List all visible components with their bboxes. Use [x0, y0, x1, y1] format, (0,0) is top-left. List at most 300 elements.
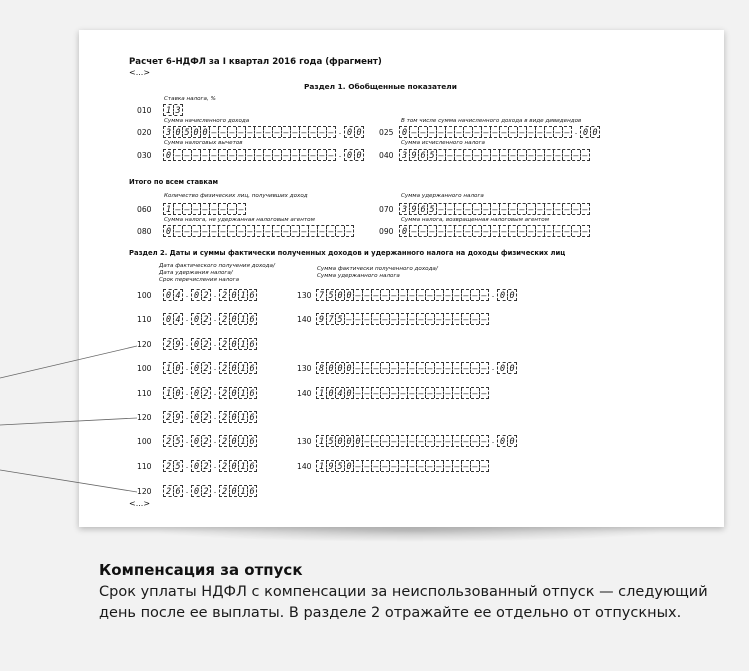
amount-cells-cell: 5 — [427, 150, 436, 160]
amount-cells-cell: — — [389, 290, 398, 300]
month-cells — [191, 435, 211, 447]
date-100-field — [163, 289, 257, 301]
amount-cells-cell: 1 — [318, 436, 325, 446]
amount-cells-cell: — — [544, 204, 553, 214]
year-cells — [219, 362, 257, 374]
amount-cells-cell: 0 — [335, 290, 344, 300]
year-cells — [219, 485, 257, 497]
code-080: 080 — [137, 227, 152, 236]
amount-cells-cell: — — [443, 461, 452, 471]
month-cells-cell: 2 — [201, 339, 210, 349]
amount-cells-cell: — — [434, 290, 443, 300]
amount-cells-cell: — — [463, 150, 472, 160]
kopeck-cells-cell: 0 — [590, 127, 599, 137]
amount-cells-cell: — — [461, 461, 470, 471]
amount-cells-cell: — — [463, 127, 472, 137]
amount-cells-cell: — — [407, 290, 416, 300]
code-120: 120 — [137, 340, 152, 349]
amount-cells-cell: — — [425, 461, 434, 471]
amount-cells-cell: — — [236, 127, 245, 137]
amount-cells-cell: — — [281, 226, 290, 236]
sum-140-field — [316, 460, 489, 472]
amount-cells-cell: — — [454, 204, 463, 214]
amount-cells-cell: — — [227, 204, 236, 214]
amount-cells-cell: 0 — [344, 363, 353, 373]
amount-cells-cell: 1 — [318, 461, 325, 471]
amount-cells-cell: — — [535, 150, 544, 160]
amount-cells-cell: — — [562, 204, 571, 214]
kopeck-cells-cell: 0 — [507, 436, 516, 446]
amount-cells-cell: — — [389, 388, 398, 398]
day-cells — [163, 485, 183, 497]
amount-cells-cell: — — [182, 226, 191, 236]
month-cells-cell: 2 — [201, 290, 210, 300]
deductions-field — [163, 149, 364, 161]
amount-cells-cell: 0 — [326, 363, 335, 373]
date-100-field — [163, 435, 257, 447]
amount-cells-cell: — — [454, 150, 463, 160]
amount-cells-cell: 0 — [344, 388, 353, 398]
code-060: 060 — [137, 205, 152, 214]
amount-cells-cell: — — [526, 204, 535, 214]
amount-cells-cell: — — [416, 436, 425, 446]
day-cells-cell: 4 — [173, 290, 182, 300]
amount-cells — [163, 225, 354, 237]
sum-130-field — [316, 289, 517, 301]
amount-cells-cell: — — [434, 436, 443, 446]
month-cells-cell: 2 — [201, 486, 210, 496]
amount-cells-cell: — — [173, 150, 182, 160]
month-cells-cell: 0 — [193, 461, 200, 471]
amount-cells — [316, 460, 489, 472]
amount-cells-cell: — — [562, 127, 571, 137]
amount-cells-cell: — — [380, 388, 389, 398]
code-140: 140 — [297, 315, 312, 324]
amount-cells-cell: — — [409, 127, 418, 137]
amount-cells-cell: — — [445, 127, 454, 137]
amount-cells-cell: — — [227, 150, 236, 160]
amount-cells-cell: — — [353, 314, 362, 324]
amount-cells-cell: — — [380, 290, 389, 300]
year-cells-cell: 2 — [221, 461, 228, 471]
ellipsis-bottom: <...> — [129, 499, 151, 508]
label-deductions: Сумма налоговых вычетов — [164, 140, 243, 146]
amount-cells-cell: 9 — [326, 461, 335, 471]
separator: . — [185, 290, 189, 299]
amount-cells-cell: — — [335, 226, 344, 236]
year-cells-cell: 1 — [238, 314, 247, 324]
day-cells-cell: 2 — [165, 461, 172, 471]
amount-cells-cell: — — [461, 290, 470, 300]
year-cells-cell: 2 — [221, 412, 228, 422]
label-date-col-1: Дата фактического получения дохода/ — [159, 263, 275, 269]
amount-cells-cell: — — [454, 226, 463, 236]
separator: . — [185, 486, 189, 495]
year-cells — [219, 387, 257, 399]
amount-cells-cell: — — [299, 127, 308, 137]
month-cells-cell: 2 — [201, 314, 210, 324]
amount-cells-cell: — — [445, 204, 454, 214]
separator: . — [185, 461, 189, 470]
year-cells-cell: 0 — [229, 461, 238, 471]
label-calculated-tax: Сумма исчисленного налога — [401, 140, 485, 146]
amount-cells-cell: 5 — [335, 314, 344, 324]
amount-cells-cell: — — [353, 290, 362, 300]
kopeck-cells — [497, 435, 517, 447]
amount-cells-cell: — — [508, 204, 517, 214]
amount-cells-cell: — — [362, 314, 371, 324]
kopeck-cells-cell: 0 — [507, 363, 516, 373]
amount-cells-cell: — — [445, 226, 454, 236]
code-020: 020 — [137, 128, 152, 137]
separator: . — [491, 363, 495, 372]
year-cells-cell: 0 — [229, 314, 238, 324]
amount-cells-cell: 0 — [344, 290, 353, 300]
label-withheld-tax: Сумма удержанного налога — [401, 193, 484, 199]
separator: . — [213, 339, 217, 348]
ellipsis-top: <...> — [129, 68, 151, 77]
month-cells-cell: 0 — [193, 314, 200, 324]
month-cells-cell: 0 — [193, 363, 200, 373]
amount-cells-cell: — — [389, 314, 398, 324]
amount-cells-cell: — — [499, 150, 508, 160]
amount-cells-cell: — — [443, 314, 452, 324]
year-cells-cell: 0 — [229, 290, 238, 300]
amount-cells-cell: — — [182, 204, 191, 214]
amount-cells-cell: — — [362, 363, 371, 373]
amount-cells — [163, 126, 336, 138]
day-cells — [163, 338, 183, 350]
amount-cells-cell: — — [398, 363, 407, 373]
kopeck-cells-cell: 0 — [346, 127, 353, 137]
label-date-col-3: Срок перечисления налога — [159, 277, 240, 283]
code-120: 120 — [137, 487, 152, 496]
amount-cells-cell: — — [245, 226, 254, 236]
amount-cells-cell: — — [418, 226, 427, 236]
amount-cells-cell: — — [461, 363, 470, 373]
amount-cells-cell: — — [508, 127, 517, 137]
month-cells — [191, 289, 211, 301]
amount-cells-cell: — — [416, 388, 425, 398]
separator: . — [185, 339, 189, 348]
year-cells-cell: 2 — [221, 290, 228, 300]
rate-field — [163, 104, 183, 116]
label-sum-col-2: Сумма удержанного налога — [317, 273, 400, 279]
amount-cells-cell: — — [407, 461, 416, 471]
code-140: 140 — [297, 462, 312, 471]
amount-cells-cell: — — [326, 127, 335, 137]
amount-cells-cell: — — [371, 314, 380, 324]
kopeck-cells — [344, 149, 364, 161]
amount-cells-cell: 0 — [335, 436, 344, 446]
month-cells — [191, 338, 211, 350]
year-cells — [219, 289, 257, 301]
amount-cells-cell: — — [472, 127, 481, 137]
amount-cells-cell: — — [544, 226, 553, 236]
amount-cells-cell: — — [398, 461, 407, 471]
amount-cells-cell: — — [443, 363, 452, 373]
year-cells-cell: 2 — [221, 339, 228, 349]
amount-cells-cell: — — [470, 314, 479, 324]
amount-cells-cell: 6 — [418, 150, 427, 160]
amount-cells-cell: 3 — [165, 127, 172, 137]
caption-title: Компенсация за отпуск — [99, 561, 303, 579]
amount-cells-cell: 0 — [335, 363, 344, 373]
amount-cells-cell: — — [371, 363, 380, 373]
year-cells-cell: 1 — [238, 436, 247, 446]
amount-cells-cell: — — [380, 363, 389, 373]
amount-cells-cell: — — [553, 150, 562, 160]
rate-cells — [163, 104, 183, 116]
amount-cells-cell: 0 — [344, 461, 353, 471]
amount-cells-cell: — — [526, 226, 535, 236]
amount-cells-cell: 5 — [326, 436, 335, 446]
amount-cells-cell: — — [470, 461, 479, 471]
amount-cells — [316, 387, 489, 399]
label-date-col-2: Дата удержания налога/ — [159, 270, 233, 276]
kopeck-cells — [344, 126, 364, 138]
year-cells-cell: 0 — [229, 388, 238, 398]
amount-cells-cell: — — [317, 226, 326, 236]
amount-cells-cell: — — [472, 226, 481, 236]
code-070: 070 — [379, 205, 394, 214]
amount-cells — [316, 435, 489, 447]
code-010: 010 — [137, 106, 152, 115]
amount-cells-cell: — — [362, 436, 371, 446]
code-040: 040 — [379, 151, 394, 160]
label-accrued-income: Сумма начисленного дохода — [164, 118, 250, 124]
separator: . — [185, 436, 189, 445]
code-140: 140 — [297, 389, 312, 398]
day-cells — [163, 387, 183, 399]
amount-cells-cell: — — [191, 204, 200, 214]
day-cells-cell: 5 — [173, 436, 182, 446]
amount-cells — [399, 203, 590, 215]
amount-cells-cell: — — [553, 204, 562, 214]
amount-cells-cell: — — [191, 226, 200, 236]
year-cells-cell: 6 — [247, 436, 256, 446]
amount-cells-cell: — — [200, 204, 209, 214]
year-cells-cell: 1 — [238, 486, 247, 496]
amount-cells-cell: — — [281, 127, 290, 137]
year-cells — [219, 338, 257, 350]
amount-cells-cell: — — [263, 150, 272, 160]
totals-title: Итого по всем ставкам — [129, 178, 219, 186]
amount-cells-cell: — — [452, 314, 461, 324]
amount-cells — [163, 149, 336, 161]
caption-text: Срок уплаты НДФЛ с компенсации за неиспользованный отпуск — следующий день после ее выплаты. В разделе 2 отражайте ее отдельно от отпускных. — [99, 584, 708, 621]
kopeck-cells-cell: 0 — [499, 363, 506, 373]
kopeck-cells-cell: 0 — [499, 436, 506, 446]
year-cells-cell: 1 — [238, 461, 247, 471]
amount-cells-cell: — — [425, 436, 434, 446]
amount-cells-cell: — — [317, 127, 326, 137]
code-030: 030 — [137, 151, 152, 160]
day-cells-cell: 6 — [173, 486, 182, 496]
dividends-field — [399, 126, 600, 138]
income-field — [163, 126, 364, 138]
day-cells — [163, 460, 183, 472]
kopeck-cells-cell: 0 — [582, 127, 589, 137]
separator: . — [213, 388, 217, 397]
amount-cells-cell: — — [425, 314, 434, 324]
amount-cells-cell: 0 — [344, 436, 353, 446]
rate-cells-cell: 3 — [173, 105, 182, 115]
amount-cells-cell: — — [481, 127, 490, 137]
amount-cells-cell: — — [362, 388, 371, 398]
amount-cells-cell: — — [389, 436, 398, 446]
amount-cells-cell: — — [452, 436, 461, 446]
amount-cells-cell: — — [544, 127, 553, 137]
amount-cells-cell: — — [191, 150, 200, 160]
amount-cells-cell: — — [326, 226, 335, 236]
month-cells — [191, 362, 211, 374]
amount-cells-cell: — — [290, 226, 299, 236]
amount-cells-cell: 5 — [326, 290, 335, 300]
year-cells — [219, 313, 257, 325]
code-130: 130 — [297, 364, 312, 373]
year-cells-cell: 1 — [238, 412, 247, 422]
amount-cells-cell: — — [436, 127, 445, 137]
amount-cells — [316, 289, 489, 301]
form-title: Расчет 6-НДФЛ за I квартал 2016 года (фрагмент) — [129, 57, 382, 67]
amount-cells-cell: — — [236, 226, 245, 236]
month-cells-cell: 0 — [193, 486, 200, 496]
amount-cells-cell: — — [218, 226, 227, 236]
amount-cells-cell: — — [353, 388, 362, 398]
amount-cells-cell: — — [571, 150, 580, 160]
amount-cells-cell: — — [263, 127, 272, 137]
amount-cells-cell: 0 — [326, 388, 335, 398]
amount-cells-cell: — — [580, 204, 589, 214]
amount-cells-cell: — — [425, 363, 434, 373]
amount-cells-cell: — — [434, 461, 443, 471]
year-cells-cell: 6 — [247, 486, 256, 496]
amount-cells-cell: — — [490, 127, 499, 137]
code-110: 110 — [137, 462, 152, 471]
label-rate: Ставка налога, % — [164, 96, 216, 102]
amount-cells-cell: — — [380, 314, 389, 324]
amount-cells-cell: — — [398, 436, 407, 446]
month-cells-cell: 0 — [193, 388, 200, 398]
amount-cells-cell: — — [452, 461, 461, 471]
month-cells-cell: 2 — [201, 461, 210, 471]
amount-cells-cell: — — [200, 226, 209, 236]
sum-140-field — [316, 387, 489, 399]
amount-cells-cell: 0 — [353, 436, 362, 446]
amount-cells-cell: — — [479, 290, 488, 300]
day-cells — [163, 289, 183, 301]
separator: . — [213, 412, 217, 421]
month-cells-cell: 2 — [201, 412, 210, 422]
amount-cells-cell: 9 — [318, 314, 325, 324]
section1-title: Раздел 1. Обобщенные показатели — [304, 82, 457, 91]
amount-cells-cell: — — [517, 226, 526, 236]
amount-cells-cell: — — [209, 127, 218, 137]
amount-cells — [399, 126, 572, 138]
code-100: 100 — [137, 291, 152, 300]
amount-cells-cell: — — [308, 150, 317, 160]
date-120-field — [163, 485, 257, 497]
year-cells-cell: 0 — [229, 339, 238, 349]
code-025: 025 — [379, 128, 394, 137]
amount-cells-cell: — — [389, 461, 398, 471]
amount-cells-cell: — — [254, 150, 263, 160]
amount-cells-cell: — — [272, 226, 281, 236]
amount-cells-cell: 5 — [335, 461, 344, 471]
separator: . — [213, 290, 217, 299]
amount-cells-cell: — — [571, 204, 580, 214]
amount-cells-cell: — — [353, 461, 362, 471]
amount-cells-cell: 9 — [409, 150, 418, 160]
amount-cells-cell: — — [371, 461, 380, 471]
amount-cells-cell: — — [254, 226, 263, 236]
year-cells-cell: 6 — [247, 388, 256, 398]
amount-cells-cell: — — [227, 226, 236, 236]
amount-cells — [399, 225, 590, 237]
amount-cells-cell: — — [499, 204, 508, 214]
amount-cells-cell: 5 — [182, 127, 191, 137]
year-cells-cell: 2 — [221, 388, 228, 398]
amount-cells-cell: — — [427, 226, 436, 236]
amount-cells-cell: — — [553, 127, 562, 137]
code-110: 110 — [137, 315, 152, 324]
amount-cells-cell: — — [200, 150, 209, 160]
amount-cells-cell: — — [389, 363, 398, 373]
amount-cells-cell: 3 — [401, 150, 408, 160]
amount-cells-cell: — — [353, 363, 362, 373]
code-100: 100 — [137, 437, 152, 446]
amount-cells-cell: — — [434, 314, 443, 324]
amount-cells-cell: 8 — [318, 363, 325, 373]
code-130: 130 — [297, 437, 312, 446]
rate-cells-cell: 1 — [165, 105, 172, 115]
amount-cells-cell: — — [470, 436, 479, 446]
amount-cells-cell: 0 — [401, 127, 408, 137]
amount-cells-cell: — — [418, 127, 427, 137]
amount-cells-cell: — — [218, 204, 227, 214]
amount-cells-cell: — — [434, 388, 443, 398]
amount-cells-cell: 7 — [318, 290, 325, 300]
day-cells-cell: 1 — [165, 388, 172, 398]
amount-cells-cell: — — [218, 150, 227, 160]
label-dividends: В том числе сумма начисленного дохода в виде дивидендов — [401, 118, 582, 124]
separator: . — [185, 388, 189, 397]
amount-cells-cell: — — [445, 150, 454, 160]
year-cells — [219, 435, 257, 447]
year-cells-cell: 6 — [247, 290, 256, 300]
amount-cells-cell: — — [416, 314, 425, 324]
code-130: 130 — [297, 291, 312, 300]
label-sum-col-1: Сумма фактически полученного дохода/ — [317, 266, 438, 272]
date-110-field — [163, 313, 257, 325]
month-cells-cell: 0 — [193, 412, 200, 422]
amount-cells-cell: — — [443, 436, 452, 446]
amount-cells-cell: 0 — [173, 127, 182, 137]
amount-cells-cell: 0 — [165, 150, 172, 160]
amount-cells-cell: — — [209, 226, 218, 236]
year-cells-cell: 6 — [247, 363, 256, 373]
amount-cells-cell: 0 — [165, 226, 172, 236]
year-cells-cell: 6 — [247, 339, 256, 349]
day-cells-cell: 1 — [165, 363, 172, 373]
amount-cells-cell: — — [499, 226, 508, 236]
amount-cells — [163, 203, 246, 215]
amount-cells-cell: — — [490, 226, 499, 236]
amount-cells-cell: — — [517, 204, 526, 214]
year-cells-cell: 2 — [221, 363, 228, 373]
amount-cells-cell: — — [535, 127, 544, 137]
